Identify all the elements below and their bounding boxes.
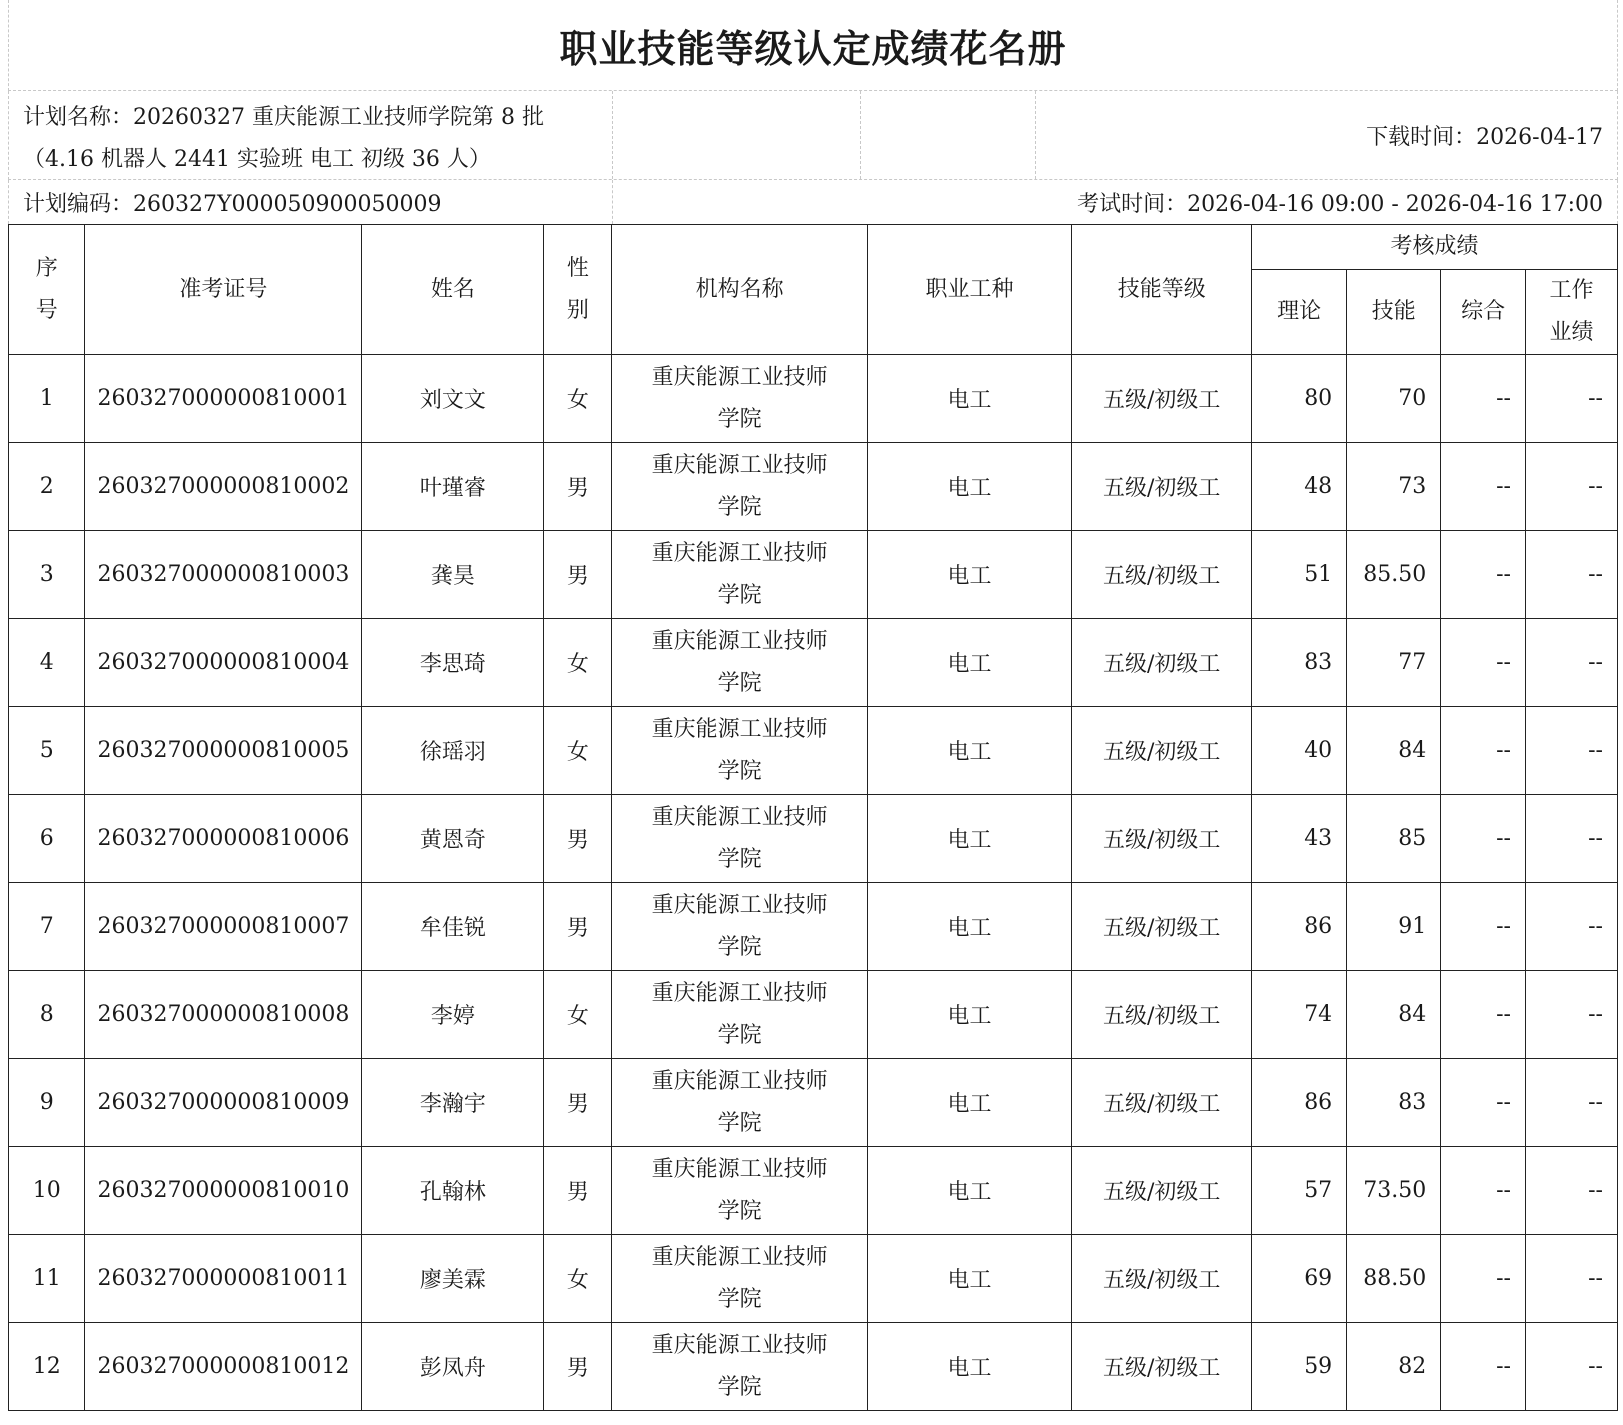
cell-overall: --: [1441, 1323, 1526, 1411]
cell-occupation: 电工: [867, 971, 1072, 1059]
cell-org: [612, 1235, 867, 1323]
cell-org-line-1: 重庆能源工业技师: [651, 1068, 828, 1094]
cell-overall: --: [1441, 355, 1526, 443]
cell-seq: 2: [9, 443, 85, 531]
cell-skill: 73.50: [1347, 1147, 1441, 1235]
cell-occupation: 电工: [867, 1235, 1072, 1323]
cell-occupation: 电工: [867, 443, 1072, 531]
cell-org-line-1: 重庆能源工业技师: [651, 1244, 828, 1270]
header-theory: 理论: [1252, 270, 1347, 355]
cell-name: 李思琦: [362, 619, 544, 707]
cell-work: --: [1525, 883, 1617, 971]
cell-theory: 69: [1252, 1235, 1347, 1323]
cell-skill: 77: [1347, 619, 1441, 707]
cell-skill: 83: [1347, 1059, 1441, 1147]
plan-name-line-2: （4.16 机器人 2441 实验班 电工 初级 36 人）: [23, 147, 491, 172]
cell-gender: 男: [544, 1059, 612, 1147]
plan-name-line-1: 计划名称：20260327 重庆能源工业技师学院第 8 批: [23, 105, 544, 130]
cell-overall: --: [1441, 883, 1526, 971]
cell-seq: 10: [9, 1147, 85, 1235]
cell-occupation: 电工: [867, 1059, 1072, 1147]
title-row: [8, 0, 1618, 91]
cell-level: 五级/初级工: [1072, 1147, 1252, 1235]
cell-occupation: 电工: [867, 883, 1072, 971]
cell-skill: 88.50: [1347, 1235, 1441, 1323]
cell-org-line-2: 学院: [717, 758, 762, 784]
cell-org: [612, 619, 867, 707]
cell-level: 五级/初级工: [1072, 531, 1252, 619]
cell-org-line-1: 重庆能源工业技师: [651, 980, 828, 1006]
cell-skill: 73: [1347, 443, 1441, 531]
cell-occupation: 电工: [867, 795, 1072, 883]
cell-level: 五级/初级工: [1072, 971, 1252, 1059]
cell-gender: 女: [544, 707, 612, 795]
header-level: 技能等级: [1072, 225, 1252, 355]
cell-name: 叶瑾睿: [362, 443, 544, 531]
exam-time: 考试时间：2026-04-16 09:00 - 2026-04-16 17:00: [1077, 191, 1603, 217]
cell-theory: 51: [1252, 531, 1347, 619]
cell-org: [612, 971, 867, 1059]
cell-org-line-1: 重庆能源工业技师: [651, 628, 828, 654]
cell-org-line-1: 重庆能源工业技师: [651, 1156, 828, 1182]
cell-overall: --: [1441, 795, 1526, 883]
cell-gender: 男: [544, 1147, 612, 1235]
cell-org-line-1: 重庆能源工业技师: [651, 452, 828, 478]
cell-ticket: 260327000000810001: [85, 355, 362, 443]
table-row: [9, 619, 1618, 707]
cell-work: --: [1525, 619, 1617, 707]
score-roster-sheet: [8, 0, 1618, 1411]
cell-ticket: 260327000000810003: [85, 531, 362, 619]
header-overall: 综合: [1441, 270, 1526, 355]
score-table: [8, 224, 1618, 1411]
cell-overall: --: [1441, 531, 1526, 619]
cell-seq: 1: [9, 355, 85, 443]
cell-name: 廖美霖: [362, 1235, 544, 1323]
cell-org-line-2: 学院: [717, 406, 762, 432]
cell-name: 李瀚宇: [362, 1059, 544, 1147]
cell-work: --: [1525, 1059, 1617, 1147]
cell-seq: 8: [9, 971, 85, 1059]
cell-name: 黄恩奇: [362, 795, 544, 883]
table-row: [9, 1323, 1618, 1411]
table-row: [9, 795, 1618, 883]
header-gender-line-2: 别: [566, 297, 589, 323]
cell-org: [612, 1323, 867, 1411]
cell-org-line-1: 重庆能源工业技师: [651, 1332, 828, 1358]
header-scores: 考核成绩: [1252, 225, 1618, 270]
cell-work: --: [1525, 1235, 1617, 1323]
cell-org-line-2: 学院: [717, 1374, 762, 1400]
header-skill: 技能: [1347, 270, 1441, 355]
table-row: [9, 355, 1618, 443]
cell-name: 徐瑶羽: [362, 707, 544, 795]
table-row: [9, 971, 1618, 1059]
cell-org: [612, 795, 867, 883]
header-seq: [9, 225, 85, 355]
cell-skill: 84: [1347, 707, 1441, 795]
cell-level: 五级/初级工: [1072, 1235, 1252, 1323]
plan-info-row: [8, 91, 1618, 180]
cell-level: 五级/初级工: [1072, 443, 1252, 531]
cell-seq: 11: [9, 1235, 85, 1323]
cell-overall: --: [1441, 1059, 1526, 1147]
cell-org: [612, 1059, 867, 1147]
cell-org-line-1: 重庆能源工业技师: [651, 716, 828, 742]
cell-name: 彭凤舟: [362, 1323, 544, 1411]
cell-seq: 12: [9, 1323, 85, 1411]
cell-gender: 女: [544, 971, 612, 1059]
cell-name: 李婷: [362, 971, 544, 1059]
plan-code: 计划编码：260327Y000050900050009: [9, 180, 613, 224]
cell-org-line-2: 学院: [717, 1286, 762, 1312]
cell-gender: 男: [544, 795, 612, 883]
cell-ticket: 260327000000810006: [85, 795, 362, 883]
cell-overall: --: [1441, 443, 1526, 531]
cell-org: [612, 443, 867, 531]
header-ticket: 准考证号: [85, 225, 362, 355]
cell-org-line-2: 学院: [717, 582, 762, 608]
header-gender-line-1: 性: [566, 255, 589, 281]
cell-gender: 男: [544, 443, 612, 531]
cell-occupation: 电工: [867, 1323, 1072, 1411]
cell-occupation: 电工: [867, 531, 1072, 619]
cell-skill: 84: [1347, 971, 1441, 1059]
cell-work: --: [1525, 443, 1617, 531]
cell-work: --: [1525, 355, 1617, 443]
cell-overall: --: [1441, 1235, 1526, 1323]
cell-org-line-1: 重庆能源工业技师: [651, 892, 828, 918]
header-work: [1525, 270, 1617, 355]
cell-gender: 男: [544, 531, 612, 619]
header-org: 机构名称: [612, 225, 867, 355]
cell-ticket: 260327000000810010: [85, 1147, 362, 1235]
table-row: [9, 443, 1618, 531]
header-work-line-1: 工作: [1549, 278, 1594, 303]
header-gender: [544, 225, 612, 355]
cell-occupation: 电工: [867, 355, 1072, 443]
blank-cell: [613, 91, 861, 179]
cell-ticket: 260327000000810012: [85, 1323, 362, 1411]
cell-theory: 83: [1252, 619, 1347, 707]
header-seq-line-2: 号: [35, 297, 58, 323]
cell-ticket: 260327000000810009: [85, 1059, 362, 1147]
cell-org-line-2: 学院: [717, 846, 762, 872]
cell-name: 牟佳锐: [362, 883, 544, 971]
cell-overall: --: [1441, 619, 1526, 707]
header-name: 姓名: [362, 225, 544, 355]
table-row: [9, 1147, 1618, 1235]
cell-work: --: [1525, 1147, 1617, 1235]
cell-org-line-1: 重庆能源工业技师: [651, 540, 828, 566]
cell-seq: 6: [9, 795, 85, 883]
cell-theory: 59: [1252, 1323, 1347, 1411]
cell-org: [612, 707, 867, 795]
cell-theory: 80: [1252, 355, 1347, 443]
cell-org-line-1: 重庆能源工业技师: [651, 364, 828, 390]
cell-level: 五级/初级工: [1072, 619, 1252, 707]
page-title: 职业技能等级认定成绩花名册: [559, 26, 1067, 71]
cell-name: 刘文文: [362, 355, 544, 443]
cell-gender: 女: [544, 355, 612, 443]
cell-occupation: 电工: [867, 707, 1072, 795]
cell-work: --: [1525, 707, 1617, 795]
cell-skill: 85: [1347, 795, 1441, 883]
cell-seq: 5: [9, 707, 85, 795]
cell-seq: 9: [9, 1059, 85, 1147]
cell-occupation: 电工: [867, 1147, 1072, 1235]
table-row: [9, 531, 1618, 619]
cell-theory: 86: [1252, 1059, 1347, 1147]
cell-work: --: [1525, 795, 1617, 883]
cell-org-line-2: 学院: [717, 1022, 762, 1048]
cell-level: 五级/初级工: [1072, 707, 1252, 795]
cell-ticket: 260327000000810002: [85, 443, 362, 531]
cell-work: --: [1525, 1323, 1617, 1411]
cell-skill: 85.50: [1347, 531, 1441, 619]
cell-theory: 40: [1252, 707, 1347, 795]
cell-seq: 4: [9, 619, 85, 707]
cell-seq: 7: [9, 883, 85, 971]
header-occupation: 职业工种: [867, 225, 1072, 355]
cell-org-line-1: 重庆能源工业技师: [651, 804, 828, 830]
table-row: [9, 707, 1618, 795]
table-row: [9, 1235, 1618, 1323]
cell-work: --: [1525, 531, 1617, 619]
cell-gender: 女: [544, 1235, 612, 1323]
cell-theory: 74: [1252, 971, 1347, 1059]
cell-level: 五级/初级工: [1072, 1323, 1252, 1411]
cell-theory: 43: [1252, 795, 1347, 883]
cell-name: 龚昊: [362, 531, 544, 619]
cell-ticket: 260327000000810005: [85, 707, 362, 795]
cell-theory: 48: [1252, 443, 1347, 531]
cell-gender: 男: [544, 883, 612, 971]
cell-ticket: 260327000000810004: [85, 619, 362, 707]
cell-skill: 91: [1347, 883, 1441, 971]
table-row: [9, 1059, 1618, 1147]
cell-gender: 男: [544, 1323, 612, 1411]
cell-gender: 女: [544, 619, 612, 707]
plan-name: [9, 91, 613, 179]
cell-ticket: 260327000000810011: [85, 1235, 362, 1323]
cell-name: 孔翰林: [362, 1147, 544, 1235]
cell-skill: 70: [1347, 355, 1441, 443]
header-work-line-2: 业绩: [1549, 320, 1594, 345]
cell-level: 五级/初级工: [1072, 1059, 1252, 1147]
cell-org-line-2: 学院: [717, 1198, 762, 1224]
cell-seq: 3: [9, 531, 85, 619]
cell-org: [612, 883, 867, 971]
cell-theory: 57: [1252, 1147, 1347, 1235]
plan-code-row: [8, 180, 1618, 224]
cell-level: 五级/初级工: [1072, 355, 1252, 443]
header-seq-line-1: 序: [35, 255, 58, 281]
cell-skill: 82: [1347, 1323, 1441, 1411]
cell-overall: --: [1441, 1147, 1526, 1235]
blank-cell: [861, 91, 1036, 179]
cell-occupation: 电工: [867, 619, 1072, 707]
cell-level: 五级/初级工: [1072, 795, 1252, 883]
cell-org-line-2: 学院: [717, 494, 762, 520]
cell-org: [612, 1147, 867, 1235]
cell-level: 五级/初级工: [1072, 883, 1252, 971]
cell-work: --: [1525, 971, 1617, 1059]
cell-overall: --: [1441, 971, 1526, 1059]
download-time: 下载时间：2026-04-17: [1366, 124, 1603, 150]
cell-theory: 86: [1252, 883, 1347, 971]
table-row: [9, 883, 1618, 971]
cell-org-line-2: 学院: [717, 1110, 762, 1136]
cell-overall: --: [1441, 707, 1526, 795]
cell-org-line-2: 学院: [717, 934, 762, 960]
cell-ticket: 260327000000810007: [85, 883, 362, 971]
cell-org-line-2: 学院: [717, 670, 762, 696]
cell-org: [612, 355, 867, 443]
cell-ticket: 260327000000810008: [85, 971, 362, 1059]
cell-org: [612, 531, 867, 619]
